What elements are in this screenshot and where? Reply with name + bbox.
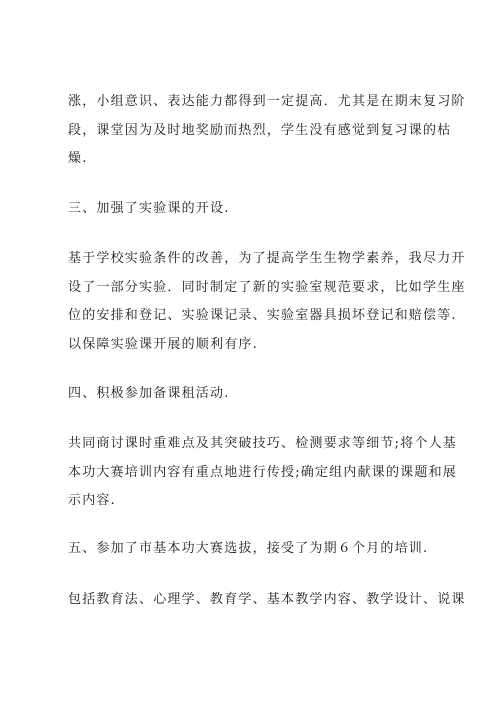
text-line: 基于学校实验条件的改善，为了提高学生生物学素养，我尽力开 xyxy=(68,251,466,266)
text-line: 设了一部分实验．同时制定了新的实验室规范要求，比如学生座 xyxy=(68,279,466,295)
paragraph-lesson-group xyxy=(68,430,457,516)
heading-section-four xyxy=(68,380,436,409)
text-line: 段，课堂因为及时地奖励而热烈，学生没有感觉到复习课的枯 xyxy=(68,122,452,138)
section-heading: 四、积极参加备课租活动. xyxy=(68,386,230,401)
heading-section-five xyxy=(68,535,436,564)
heading-section-three xyxy=(68,195,436,224)
text-line: 包括教育法、心理学、教育学、基本教学内容、教学设计、说课 xyxy=(68,592,466,607)
text-line: 示内容. xyxy=(68,493,116,508)
section-heading: 五、参加了市基本功大赛选拔，接受了为期６个月的培训. xyxy=(68,541,429,556)
text-line: 涨，小组意识、表达能力都得到一定提高．尤其是在期末复习阶 xyxy=(68,94,466,109)
paragraph-review-summary xyxy=(68,88,466,174)
text-line: 共同商讨课时重难点及其突破技巧、检测要求等细节;将个人基 xyxy=(68,436,457,451)
text-line: 以保障实验课开展的顺利有序. xyxy=(68,336,258,352)
paragraph-experiments xyxy=(68,245,466,359)
section-heading: 三、加强了实验课的开设. xyxy=(68,201,230,216)
text-line: 燥. xyxy=(68,151,88,166)
text-line: 位的安排和登记、实验课记录、实验室器具损坏登记和赔偿等. xyxy=(68,308,457,323)
paragraph-training-content xyxy=(68,586,466,615)
text-line: 本功大赛培训内容有重点地进行传授;确定组内献课的课题和展 xyxy=(68,464,457,480)
